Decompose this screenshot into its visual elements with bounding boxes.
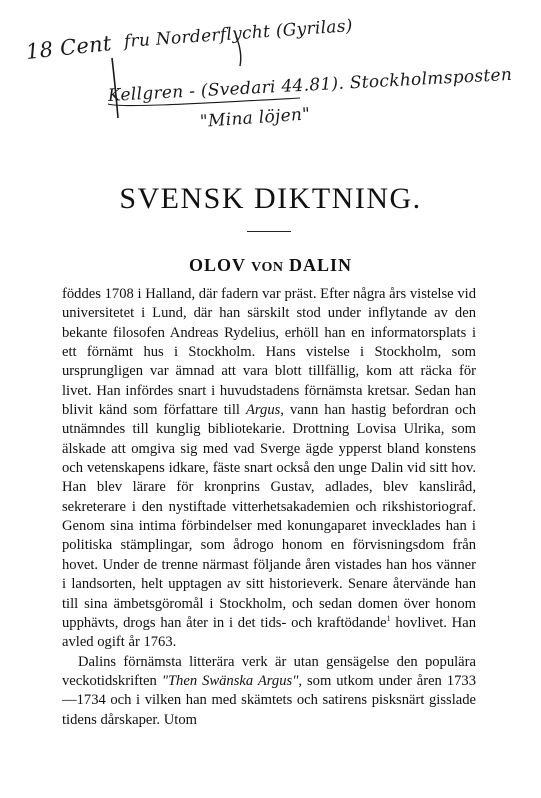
author-first-name: OLOV (188, 255, 246, 275)
author-last-name: DALIN (289, 255, 353, 275)
paragraph-works (62, 653, 476, 730)
page-title: SVENSK DIKTNING. (119, 182, 422, 215)
handwritten-annotation (0, 0, 541, 170)
annotation-century: 18 Cent (24, 31, 113, 64)
author-heading (0, 255, 541, 276)
works-text-2: , som utkom under åren 1733—1734 och i vilken han med skämtets och satirens pisksnärt gisslade tidens dårskaper. Utom (62, 672, 476, 728)
annotation-line-1: fru Norderflycht (Gyrilas) (123, 16, 354, 52)
footnote-marker: 1 (386, 613, 391, 623)
author-particle: VON (251, 260, 284, 275)
paragraph-biography (62, 285, 476, 653)
works-text-1: Dalins förnämsta litterära verk är utan gensägelse den populära veckotidskriften (62, 653, 476, 689)
annotation-line-2: Kellgren - (Svedari 44.81). Stockholmsposten (107, 64, 513, 106)
journal-title: "Then Swänska Argus" (161, 672, 299, 689)
body-text (62, 285, 476, 730)
argus-title: Argus, (245, 402, 284, 419)
title-divider (247, 231, 291, 232)
bio-text-3: hovlivet. Han avled ogift år 1763. (62, 614, 476, 651)
bio-text-2: vann han hastig befordran och utnämndes till kunglig bibliotekarie. Drottning Lovisa Ulrika, som älskade att omgiva sig med vad Sverge ägde ypperst bland konstens och vetenskapens idkare, fäste snart också den unge Dalin vid sitt hov. Han blev lärare för kronprins Gustav, adlades, blev kansliråd, sekreterare i den nystiftade vitterhetsakademien och rikshistoriograf. Genom sina intima förbindelser med konungaparet invecklades han i politiska stämplingar, som ådrogo honom en förvisningsdom från hovet. Under de trenne närmast följande åren vistades han hos vänner i landsorten, helt upptagen av sitt historieverk. Senare återvände han till sina ämbetsgöromål i Stockholm, och sedan domen över honom upphävts, drogs han åter in i det tids- och kraftödande (62, 402, 476, 631)
bio-text-1: föddes 1708 i Halland, där fadern var präst. Efter några års vistelse vid universitetet i Lund, där han särskilt stod under inflytande av den bekante filosofen Andreas Rydelius, erhöll han en informatorsplats i ett förnämt hus i Stockholm. Hans vistelse i Stockholm, som ursprungligen var ämnad att vara blott tillfällig, kom att räcka för livet. Han infördes snart i huvudstadens förnämsta kretsar. Sedan han blivit känd som författare till (62, 286, 476, 419)
annotation-line-3: "Mina löjen" (199, 104, 311, 132)
